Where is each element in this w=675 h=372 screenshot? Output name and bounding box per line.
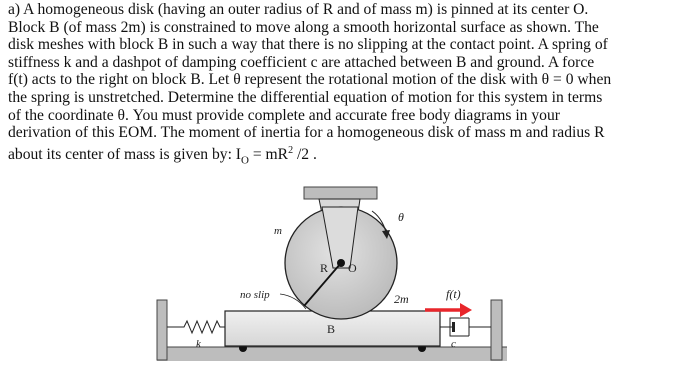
radius-label: R xyxy=(320,261,329,275)
problem-line-1: a) A homogeneous disk (having an outer radius of R and of mass m) is pinned at its center O. xyxy=(8,1,589,18)
inertia-subscript: O xyxy=(241,154,249,167)
right-wall xyxy=(491,300,502,360)
problem-line-7: of the coordinate θ. You must provide complete and accurate free body diagrams in your xyxy=(8,106,560,124)
center-label: O xyxy=(348,261,357,275)
spring xyxy=(167,321,225,333)
theta-label: θ xyxy=(398,210,404,224)
problem-line-4: stiffness k and a dashpot of damping coefficient c are attached between B and ground. A force xyxy=(8,53,595,71)
problem-line-6: the spring is unstretched. Determine the differential equation of motion for this system in terms xyxy=(8,88,603,106)
disk-mass-label: m xyxy=(274,225,282,237)
no-slip-label: no slip xyxy=(240,289,270,301)
last-line-prefix: about its center of mass is given by: I xyxy=(8,145,241,163)
pin-center xyxy=(337,259,345,267)
block-label: B xyxy=(326,322,336,336)
problem-line-3: disk meshes with block B in such a way that there is no slipping at the contact point. A spring of xyxy=(8,36,608,54)
inertia-superscript: 2 xyxy=(288,144,294,156)
force-label: f(t) xyxy=(446,287,461,301)
spring-label: k xyxy=(196,338,201,350)
damper-label: c xyxy=(451,338,456,350)
last-line-middle: = mR xyxy=(248,145,289,163)
force-arrow-head xyxy=(460,303,472,317)
problem-line-8: derivation of this EOM. The moment of inertia for a homogeneous disk of mass m and radius R xyxy=(8,124,605,142)
dashpot-piston xyxy=(452,322,455,332)
problem-line-2: Block B (of mass 2m) is constrained to move along a smooth horizontal surface as shown. The xyxy=(8,18,599,36)
block-mass-label: 2m xyxy=(394,292,409,306)
top-support xyxy=(304,187,377,199)
left-wall xyxy=(157,300,167,360)
last-line-suffix: /2 . xyxy=(293,145,317,163)
problem-line-5: f(t) acts to the right on block B. Let θ represent the rotational motion of the disk with θ = 0 when xyxy=(8,71,612,89)
